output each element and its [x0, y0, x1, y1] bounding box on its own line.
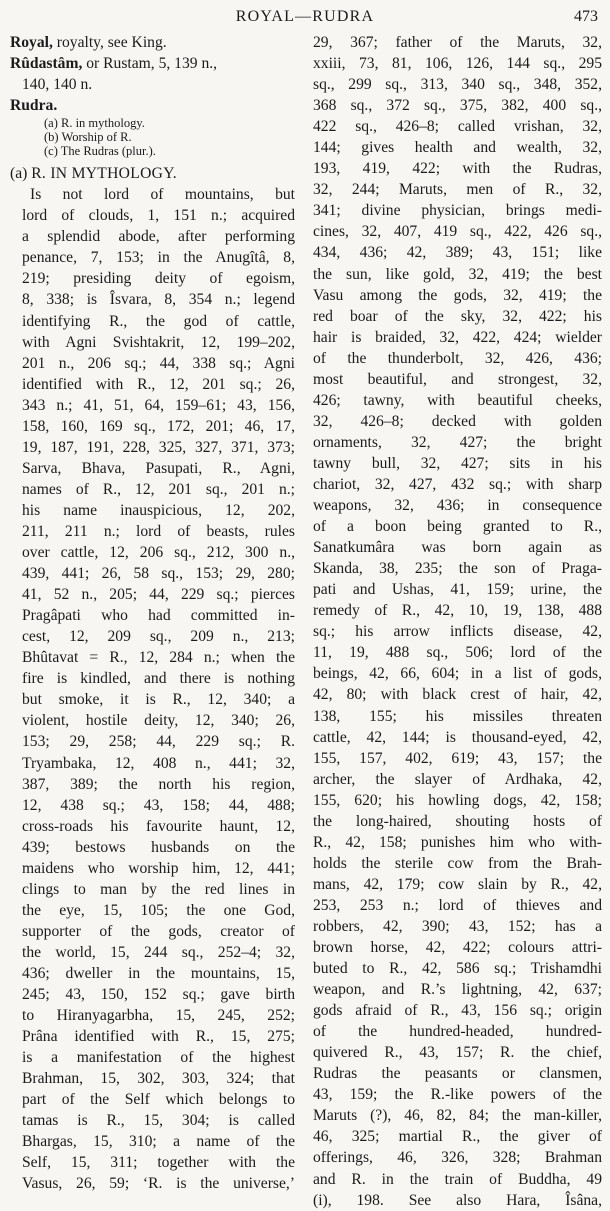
index-line: part of the Self which belongs to [22, 1091, 295, 1109]
index-line: Sarva, Bhava, Pasupati, R., Agni, [22, 459, 295, 477]
headword: Rûdastâm, [10, 55, 83, 73]
index-line: 46, 325; martial R., the giver of [313, 1128, 602, 1146]
index-line: cines, 32, 407, 419 sq., 422, 426 sq., [313, 223, 602, 241]
index-line: Rûdastâm, or Rustam, 5, 139 n., [10, 55, 218, 73]
index-line: over cattle, 12, 206 sq., 212, 300 n., [22, 544, 295, 562]
index-line: Vasus, 26, 59; ‘R. is the universe,’ [22, 1175, 295, 1193]
index-line: 155, 157, 402, 619; 43, 157; the [313, 749, 602, 767]
index-line: 32, 426–8; decked with golden [313, 412, 602, 430]
index-line: (b) Worship of R. [44, 130, 132, 145]
index-line: 41, 52 n., 205; 44, 229 sq.; pierces [22, 586, 295, 604]
index-line: Brahman, 15, 302, 303, 324; that [22, 1070, 295, 1088]
index-line: 43, 159; the R.-like powers of the [313, 1086, 602, 1104]
index-line: Tryambaka, 12, 408 n., 441; 32, [22, 754, 295, 772]
index-line: offerings, 46, 326, 328; Brahman [313, 1149, 602, 1167]
index-line: of the thunderbolt, 32, 426, 436; [313, 349, 602, 367]
index-line: Self, 15, 311; together with the [22, 1154, 295, 1172]
index-line: brown horse, 42, 422; colours attri- [313, 939, 602, 957]
index-line: hair is braided, 32, 422, 424; wielder [313, 328, 602, 346]
index-line: to Hiranyagarbha, 15, 245, 252; [22, 1007, 295, 1025]
index-line: chariot, 32, 427, 432 sq.; with sharp [313, 475, 602, 493]
index-line: 426; tawny, with beautiful cheeks, [313, 391, 602, 409]
index-line: Bhargas, 15, 310; a name of the [22, 1133, 295, 1151]
index-line: his name inauspicious, 12, 202, [22, 501, 295, 519]
index-line: 436; dweller in the mountains, 15, [22, 964, 295, 982]
index-line: 29, 367; father of the Maruts, 32, [313, 34, 602, 51]
index-line: Is not lord of mountains, but [30, 186, 295, 204]
index-line: Sanatkumâra was born again as [313, 539, 602, 557]
index-line: ornaments, 32, 427; the bright [313, 433, 602, 451]
index-line: a splendid abode, after performing [22, 228, 295, 246]
index-line: penance, 7, 153; in the Anugîtâ, 8, [22, 249, 295, 267]
index-line: 422 sq., 426–8; called vrishan, 32, [313, 118, 602, 136]
index-line: 387, 389; the north his region, [22, 775, 295, 793]
index-line: robbers, 42, 390; 43, 152; has a [313, 917, 602, 935]
running-head [0, 8, 610, 30]
index-line: the long-haired, shouting hosts of [313, 812, 602, 830]
index-line: supporter of the gods, creator of [22, 922, 295, 940]
index-line [10, 95, 295, 116]
index-line: remedy of R., 42, 10, 19, 138, 488 [313, 602, 602, 620]
index-line: 155, 620; his howling dogs, 42, 158; [313, 791, 602, 809]
index-line: weapons, 32, 436; in consequence [313, 497, 602, 515]
index-line: 343 n.; 41, 51, 64, 159–61; 43, 156, [22, 396, 295, 414]
index-line: names of R., 12, 201 sq., 201 n.; [22, 480, 295, 498]
index-line: 219; presiding deity of egoism, [22, 270, 295, 288]
index-line: Royal, royalty, see King. [10, 34, 167, 51]
index-line: cattle, 42, 144; is thousand-eyed, 42, [313, 728, 602, 746]
index-line: sq.; his arrow inflicts disease, 42, [313, 623, 602, 641]
index-line: weapon, and R.’s lightning, 42, 637; [313, 981, 602, 999]
headword: Rudra. [10, 97, 58, 115]
index-line: is a manifestation of the highest [22, 1049, 295, 1067]
index-line: 341; divine physician, brings medi- [313, 202, 602, 220]
index-line: the sun, like gold, 32, 419; the best [313, 265, 602, 283]
index-line: 12, 438 sq.; 43, 158; 44, 488; [22, 796, 295, 814]
index-line: 32, 244; Maruts, men of R., 32, [313, 181, 602, 199]
index-line: xxiii, 73, 81, 106, 126, 144 sq., 295 [313, 55, 602, 73]
index-line: beings, 42, 66, 604; in a list of gods, [313, 665, 602, 683]
index-line: fire is kindled, and there is nothing [22, 670, 295, 688]
index-line: identified with R., 12, 201 sq.; 26, [22, 375, 295, 393]
index-line: 253, 253 n.; lord of thieves and [313, 896, 602, 914]
index-line: identifying R., the god of cattle, [22, 312, 295, 330]
index-line: archer, the slayer of Ardhaka, 42, [313, 770, 602, 788]
index-line: and R. in the train of Buddha, 49 [313, 1170, 602, 1188]
index-line: 368 sq., 372 sq., 375, 382, 400 sq., [313, 97, 602, 115]
headword: Royal, [10, 34, 53, 51]
index-line: 245; 43, 150, 152 sq.; gave birth [22, 986, 295, 1004]
index-line: 138, 155; his missiles threaten [313, 707, 602, 725]
index-line: tawny bull, 32, 427; sits in his [313, 454, 602, 472]
section-heading-text: R. IN MYTHOLOGY. [31, 165, 177, 183]
index-line: Prâna identified with R., 15, 275; [22, 1028, 295, 1046]
index-line: sq., 299 sq., 313, 340 sq., 348, 352, [313, 76, 602, 94]
index-line: lord of clouds, 1, 151 n.; acquired [22, 207, 295, 225]
index-line: 140, 140 n. [22, 76, 93, 94]
index-line: Rudras the peasants or clansmen, [313, 1065, 602, 1083]
page-number: 473 [574, 8, 598, 25]
index-line: most beautiful, and strongest, 32, [313, 370, 602, 388]
index-line: holds the sterile cow from the Brah- [313, 854, 602, 872]
index-line: 439; bestows husbands on the [22, 838, 295, 856]
index-line: 158, 160, 169 sq., 172, 201; 46, 17, [22, 417, 295, 435]
index-column-right [313, 32, 602, 1211]
index-line: Bhûtavat = R., 12, 284 n.; when the [22, 649, 295, 667]
running-head-title: ROYAL—RUDRA [235, 8, 375, 25]
index-line: 144; gives health and wealth, 32, [313, 139, 602, 157]
index-line: (c) The Rudras (plur.). [44, 144, 156, 159]
index-line: with Agni Svishtakrit, 12, 199–202, [22, 333, 295, 351]
index-line: clings to man by the red lines in [22, 880, 295, 898]
index-line: cross-roads his favourite haunt, 12, [22, 817, 295, 835]
section-heading: (a) R. IN MYTHOLOGY. [10, 165, 177, 183]
index-line: (a) R. in mythology. [44, 116, 145, 131]
index-line: buted to R., 42, 586 sq.; Trishamdhi [313, 960, 602, 978]
index-line: 42, 80; with black crest of hair, 42, [313, 686, 602, 704]
index-line: the world, 15, 244 sq., 252–4; 32, [22, 943, 295, 961]
index-line: maidens who worship him, 12, 441; [22, 859, 295, 877]
index-line: Skanda, 38, 235; the son of Praga- [313, 560, 602, 578]
index-line: (i), 198. See also Hara, Îsâna, [313, 1191, 602, 1209]
index-line: R., 42, 158; punishes him who with- [313, 833, 602, 851]
index-line: 211, 211 n.; lord of beasts, rules [22, 522, 295, 540]
index-line: quivered R., 43, 157; R. the chief, [313, 1044, 602, 1062]
index-line: but smoke, it is R., 12, 340; a [22, 691, 295, 709]
index-line: 193, 419, 422; with the Rudras, [313, 160, 602, 178]
index-line: of the hundred-headed, hundred- [313, 1023, 602, 1041]
index-line: 434, 436; 42, 389; 43, 151; like [313, 244, 602, 262]
index-line: 439, 441; 26, 58 sq., 153; 29, 280; [22, 565, 295, 583]
index-line: 8, 338; is Îsvara, 8, 354 n.; legend [22, 291, 295, 309]
index-line: 11, 19, 488 sq., 506; lord of the [313, 644, 602, 662]
index-line: Pragâpati who had committed in- [22, 607, 295, 625]
index-line: the eye, 15, 105; the one God, [22, 901, 295, 919]
index-line: pati and Ushas, 41, 159; urine, the [313, 581, 602, 599]
index-line: red boar of the sky, 32, 422; his [313, 307, 602, 325]
index-line: violent, hostile deity, 12, 340; 26, [22, 712, 295, 730]
index-line: tamas is R., 15, 304; is called [22, 1112, 295, 1130]
index-line: 19, 187, 191, 228, 325, 327, 371, 373; [22, 438, 295, 456]
index-column-left [10, 32, 295, 1194]
index-line: cest, 12, 209 sq., 209 n., 213; [22, 628, 295, 646]
index-line: Maruts (?), 46, 82, 84; the man-killer, [313, 1107, 602, 1125]
index-line: of a boon being granted to R., [313, 518, 602, 536]
index-line: mans, 42, 179; cow slain by R., 42, [313, 875, 602, 893]
index-line: gods afraid of R., 43, 156 sq.; origin [313, 1002, 602, 1020]
index-line: 201 n., 206 sq.; 44, 338 sq.; Agni [22, 354, 295, 372]
index-line: 153; 29, 258; 44, 229 sq.; R. [22, 733, 295, 751]
index-line: Vasu among the gods, 32, 419; the [313, 286, 602, 304]
